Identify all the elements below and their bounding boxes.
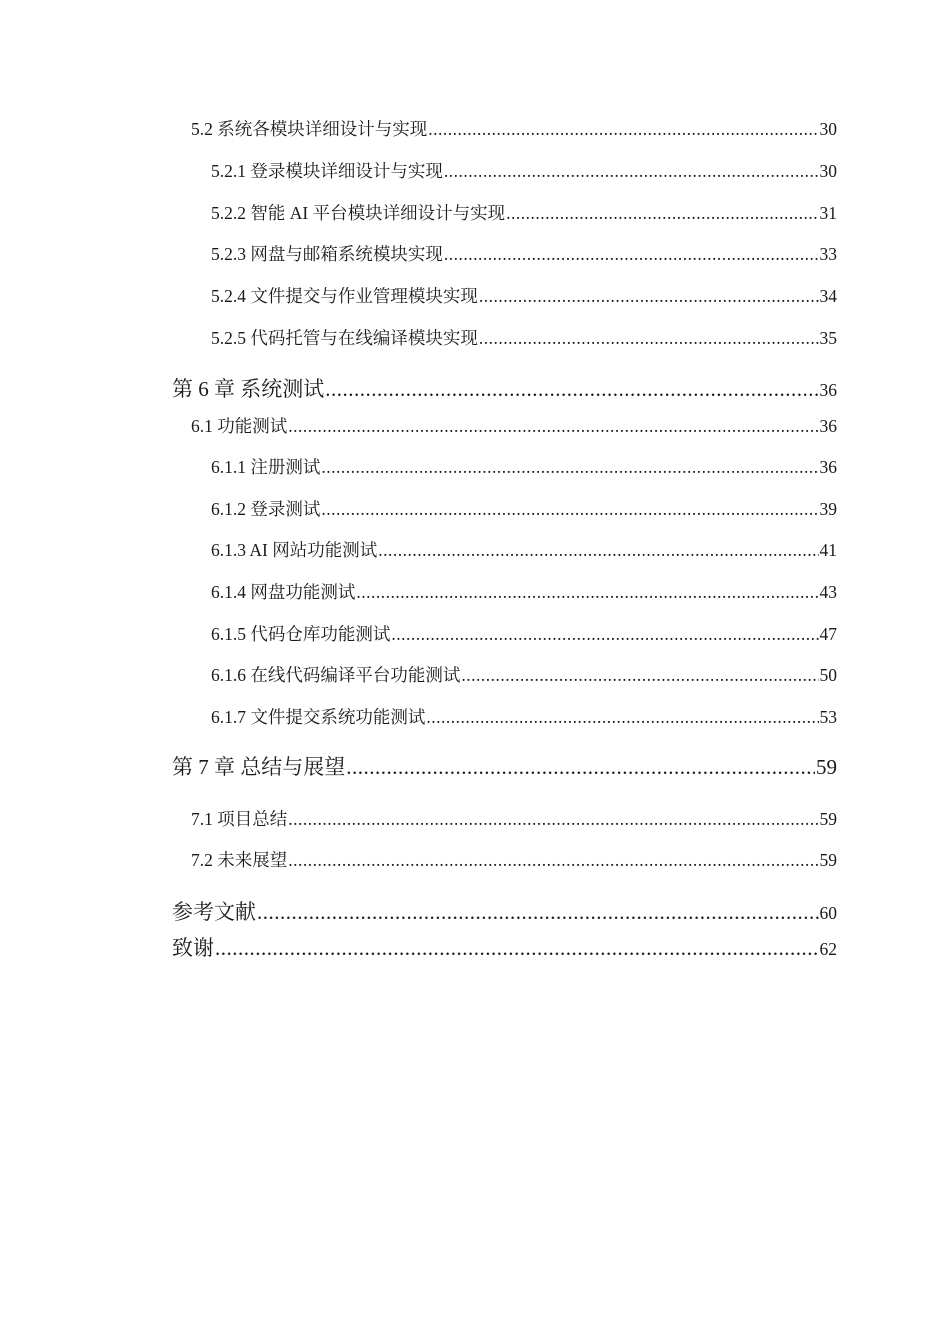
toc-entry-page: 59 xyxy=(819,809,837,829)
toc-entry-5-2-5[interactable] xyxy=(211,325,837,351)
toc-entry-label: 5.2.4 文件提交与作业管理模块实现 xyxy=(211,286,478,306)
toc-entry-label: 6.1.3 AI 网站功能测试 xyxy=(211,540,378,560)
toc-entry-page: 43 xyxy=(819,582,837,602)
toc-entry-label: 7.2 未来展望 xyxy=(191,850,288,870)
dot-leader xyxy=(479,328,819,349)
toc-entry-chapter-6[interactable] xyxy=(172,373,837,403)
toc-entry-page: 41 xyxy=(819,540,837,560)
toc-entry-6-1-1[interactable] xyxy=(211,454,837,480)
dot-leader xyxy=(288,809,818,830)
toc-entry-label: 5.2.2 智能 AI 平台模块详细设计与实现 xyxy=(211,203,506,223)
toc-entry-page: 35 xyxy=(819,328,837,348)
dot-leader xyxy=(461,665,818,686)
dot-leader xyxy=(444,244,819,265)
toc-entry-6-1-2[interactable] xyxy=(211,496,837,522)
toc-entry-5-2-2[interactable] xyxy=(211,200,837,226)
toc-entry-6-1-7[interactable] xyxy=(211,704,837,730)
toc-entry-7-2[interactable] xyxy=(191,847,837,873)
toc-entry-label: 6.1.1 注册测试 xyxy=(211,457,321,477)
toc-entry-label: 6.1 功能测试 xyxy=(191,416,288,436)
dot-leader xyxy=(321,499,818,520)
toc-entry-page: 59 xyxy=(816,755,837,779)
toc-entry-6-1-5[interactable] xyxy=(211,621,837,647)
toc-entry-label: 6.1.4 网盘功能测试 xyxy=(211,582,356,602)
toc-entry-page: 36 xyxy=(819,457,837,477)
toc-entry-label: 第 7 章 总结与展望 xyxy=(172,755,346,779)
toc-entry-5-2-3[interactable] xyxy=(211,241,837,267)
toc-entry-page: 36 xyxy=(819,380,837,400)
toc-entry-page: 50 xyxy=(819,665,837,685)
toc-entry-page: 39 xyxy=(819,499,837,519)
toc-entry-6-1-6[interactable] xyxy=(211,662,837,688)
toc-entry-5-2-1[interactable] xyxy=(211,158,837,184)
toc-entry-page: 60 xyxy=(819,903,837,923)
toc-entry-page: 62 xyxy=(819,939,837,959)
toc-entry-page: 59 xyxy=(819,850,837,870)
toc-entry-label: 5.2 系统各模块详细设计与实现 xyxy=(191,119,428,139)
dot-leader xyxy=(444,161,819,182)
toc-entry-page: 47 xyxy=(819,624,837,644)
dot-leader xyxy=(257,900,819,925)
toc-entry-page: 36 xyxy=(819,416,837,436)
toc-entry-label: 6.1.7 文件提交系统功能测试 xyxy=(211,707,426,727)
toc-entry-page: 30 xyxy=(819,161,837,181)
toc-entry-7-1[interactable] xyxy=(191,806,837,832)
dot-leader xyxy=(288,850,818,871)
toc-entry-6-1-3[interactable] xyxy=(211,537,837,563)
toc-entry-label: 参考文献 xyxy=(172,900,256,924)
toc-entry-page: 53 xyxy=(819,707,837,727)
toc-entry-page: 31 xyxy=(819,203,837,223)
dot-leader xyxy=(479,286,819,307)
toc-entry-acknowledgements[interactable] xyxy=(172,932,837,962)
dot-leader xyxy=(391,624,818,645)
toc-entry-page: 30 xyxy=(819,119,837,139)
toc-entry-5-2-4[interactable] xyxy=(211,283,837,309)
toc-entry-label: 7.1 项目总结 xyxy=(191,809,288,829)
dot-leader xyxy=(378,540,818,561)
toc-entry-page: 34 xyxy=(819,286,837,306)
dot-leader xyxy=(426,707,818,728)
toc-entry-label: 6.1.6 在线代码编译平台功能测试 xyxy=(211,665,461,685)
toc-entry-label: 5.2.5 代码托管与在线编译模块实现 xyxy=(211,328,478,348)
toc-entry-6-1-4[interactable] xyxy=(211,579,837,605)
toc-entry-label: 6.1.2 登录测试 xyxy=(211,499,321,519)
dot-leader xyxy=(325,377,818,402)
dot-leader xyxy=(428,119,818,140)
dot-leader xyxy=(215,936,819,961)
toc-entry-label: 5.2.1 登录模块详细设计与实现 xyxy=(211,161,443,181)
toc-entry-chapter-7[interactable] xyxy=(172,751,837,781)
dot-leader xyxy=(346,755,815,780)
dot-leader xyxy=(321,457,818,478)
dot-leader xyxy=(356,582,818,603)
toc-entry-references[interactable] xyxy=(172,896,837,926)
toc-entry-label: 第 6 章 系统测试 xyxy=(172,377,325,401)
toc-entry-label: 致谢 xyxy=(172,936,214,960)
toc-entry-label: 6.1.5 代码仓库功能测试 xyxy=(211,624,391,644)
dot-leader xyxy=(506,203,818,224)
toc-entry-6-1[interactable] xyxy=(191,413,837,439)
dot-leader xyxy=(288,416,818,437)
toc-entry-page: 33 xyxy=(819,244,837,264)
toc-entry-label: 5.2.3 网盘与邮箱系统模块实现 xyxy=(211,244,443,264)
toc-entry-5-2[interactable] xyxy=(191,116,837,142)
